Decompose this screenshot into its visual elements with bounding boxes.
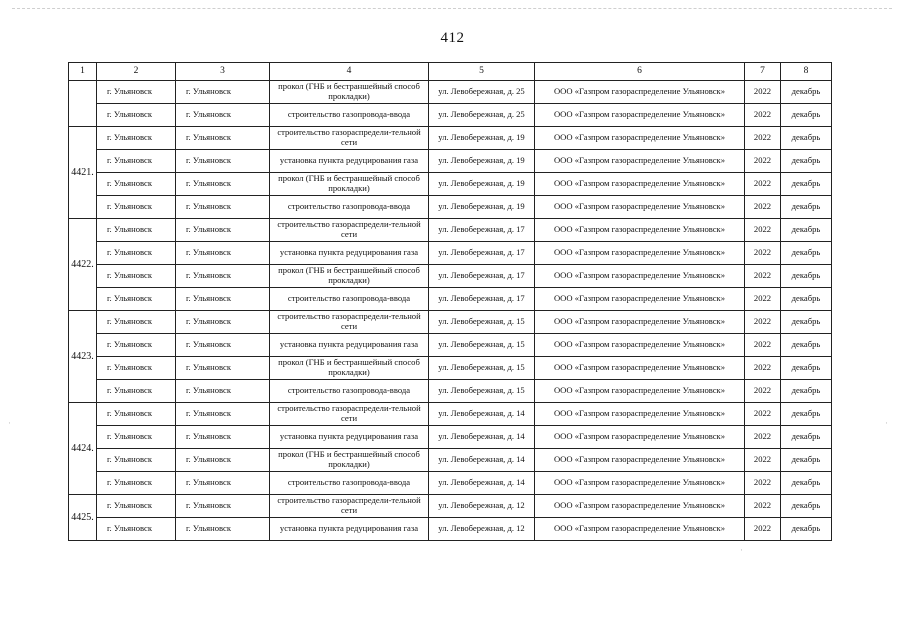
month-cell: декабрь <box>781 219 832 242</box>
city-cell: г. Ульяновск <box>97 449 176 472</box>
work-type-cell: установка пункта редуцирования газа <box>270 334 429 357</box>
address-cell: ул. Левобережная, д. 15 <box>429 311 535 334</box>
work-type-cell: строительство газопровода-ввода <box>270 380 429 403</box>
city-cell: г. Ульяновск <box>97 311 176 334</box>
organization-cell: ООО «Газпром газораспределение Ульяновск» <box>535 104 745 127</box>
work-type-cell: строительство газораспредели-тельной сети <box>270 495 429 518</box>
page-number: 412 <box>440 30 465 46</box>
locality-cell: г. Ульяновск <box>176 426 270 449</box>
address-cell: ул. Левобережная, д. 25 <box>429 81 535 104</box>
work-type-cell: прокол (ГНБ и бестраншейный способ прокладки) <box>270 265 429 288</box>
work-type-cell: установка пункта редуцирования газа <box>270 150 429 173</box>
organization-cell: ООО «Газпром газораспределение Ульяновск» <box>535 288 745 311</box>
work-type-cell: установка пункта редуцирования газа <box>270 518 429 541</box>
address-cell: ул. Левобережная, д. 17 <box>429 219 535 242</box>
locality-cell: г. Ульяновск <box>176 472 270 495</box>
year-cell: 2022 <box>745 380 781 403</box>
month-cell: декабрь <box>781 449 832 472</box>
organization-cell: ООО «Газпром газораспределение Ульяновск» <box>535 334 745 357</box>
locality-cell: г. Ульяновск <box>176 357 270 380</box>
city-cell: г. Ульяновск <box>97 495 176 518</box>
year-cell: 2022 <box>745 403 781 426</box>
table-row <box>69 81 832 104</box>
city-cell: г. Ульяновск <box>97 265 176 288</box>
city-cell: г. Ульяновск <box>97 196 176 219</box>
locality-cell: г. Ульяновск <box>176 81 270 104</box>
month-cell: декабрь <box>781 334 832 357</box>
year-cell: 2022 <box>745 242 781 265</box>
month-cell: декабрь <box>781 150 832 173</box>
column-header: 7 <box>745 63 781 81</box>
page-top-border <box>12 8 892 9</box>
table-row <box>69 219 832 242</box>
address-cell: ул. Левобережная, д. 19 <box>429 173 535 196</box>
month-cell: декабрь <box>781 173 832 196</box>
city-cell: г. Ульяновск <box>97 288 176 311</box>
work-type-cell: строительство газопровода-ввода <box>270 196 429 219</box>
column-header: 4 <box>270 63 429 81</box>
city-cell: г. Ульяновск <box>97 472 176 495</box>
scan-artifact: · <box>740 545 743 555</box>
organization-cell: ООО «Газпром газораспределение Ульяновск» <box>535 403 745 426</box>
city-cell: г. Ульяновск <box>97 426 176 449</box>
column-header: 6 <box>535 63 745 81</box>
year-cell: 2022 <box>745 219 781 242</box>
address-cell: ул. Левобережная, д. 14 <box>429 426 535 449</box>
city-cell: г. Ульяновск <box>97 81 176 104</box>
scan-artifact: · <box>885 418 888 428</box>
organization-cell: ООО «Газпром газораспределение Ульяновск» <box>535 196 745 219</box>
year-cell: 2022 <box>745 495 781 518</box>
organization-cell: ООО «Газпром газораспределение Ульяновск» <box>535 81 745 104</box>
organization-cell: ООО «Газпром газораспределение Ульяновск» <box>535 219 745 242</box>
work-type-cell: установка пункта редуцирования газа <box>270 242 429 265</box>
work-type-cell: строительство газораспредели-тельной сети <box>270 219 429 242</box>
month-cell: декабрь <box>781 472 832 495</box>
city-cell: г. Ульяновск <box>97 357 176 380</box>
locality-cell: г. Ульяновск <box>176 104 270 127</box>
locality-cell: г. Ульяновск <box>176 449 270 472</box>
address-cell: ул. Левобережная, д. 15 <box>429 334 535 357</box>
locality-cell: г. Ульяновск <box>176 127 270 150</box>
year-cell: 2022 <box>745 449 781 472</box>
city-cell: г. Ульяновск <box>97 380 176 403</box>
table-row <box>69 449 832 472</box>
address-cell: ул. Левобережная, д. 14 <box>429 403 535 426</box>
year-cell: 2022 <box>745 426 781 449</box>
city-cell: г. Ульяновск <box>97 242 176 265</box>
record-number-cell: 4423. <box>69 311 97 403</box>
month-cell: декабрь <box>781 81 832 104</box>
month-cell: декабрь <box>781 380 832 403</box>
organization-cell: ООО «Газпром газораспределение Ульяновск» <box>535 357 745 380</box>
organization-cell: ООО «Газпром газораспределение Ульяновск» <box>535 173 745 196</box>
month-cell: декабрь <box>781 357 832 380</box>
table-row <box>69 150 832 173</box>
record-number-cell: 4424. <box>69 403 97 495</box>
year-cell: 2022 <box>745 472 781 495</box>
work-type-cell: строительство газопровода-ввода <box>270 472 429 495</box>
table-row <box>69 495 832 518</box>
city-cell: г. Ульяновск <box>97 173 176 196</box>
city-cell: г. Ульяновск <box>97 104 176 127</box>
table-row <box>69 380 832 403</box>
address-cell: ул. Левобережная, д. 14 <box>429 472 535 495</box>
month-cell: декабрь <box>781 495 832 518</box>
table-header-row <box>69 63 832 81</box>
locality-cell: г. Ульяновск <box>176 288 270 311</box>
year-cell: 2022 <box>745 150 781 173</box>
city-cell: г. Ульяновск <box>97 127 176 150</box>
address-cell: ул. Левобережная, д. 19 <box>429 127 535 150</box>
table-row <box>69 127 832 150</box>
locality-cell: г. Ульяновск <box>176 311 270 334</box>
table-row <box>69 311 832 334</box>
year-cell: 2022 <box>745 104 781 127</box>
month-cell: декабрь <box>781 288 832 311</box>
month-cell: декабрь <box>781 104 832 127</box>
month-cell: декабрь <box>781 518 832 541</box>
city-cell: г. Ульяновск <box>97 219 176 242</box>
year-cell: 2022 <box>745 265 781 288</box>
year-cell: 2022 <box>745 311 781 334</box>
year-cell: 2022 <box>745 357 781 380</box>
work-type-cell: строительство газопровода-ввода <box>270 104 429 127</box>
address-cell: ул. Левобережная, д. 12 <box>429 495 535 518</box>
column-header: 2 <box>97 63 176 81</box>
year-cell: 2022 <box>745 518 781 541</box>
locality-cell: г. Ульяновск <box>176 403 270 426</box>
organization-cell: ООО «Газпром газораспределение Ульяновск» <box>535 426 745 449</box>
organization-cell: ООО «Газпром газораспределение Ульяновск» <box>535 472 745 495</box>
locality-cell: г. Ульяновск <box>176 380 270 403</box>
register-table <box>68 62 832 541</box>
table-row <box>69 518 832 541</box>
organization-cell: ООО «Газпром газораспределение Ульяновск» <box>535 518 745 541</box>
table-row <box>69 403 832 426</box>
locality-cell: г. Ульяновск <box>176 334 270 357</box>
address-cell: ул. Левобережная, д. 17 <box>429 288 535 311</box>
address-cell: ул. Левобережная, д. 19 <box>429 196 535 219</box>
address-cell: ул. Левобережная, д. 12 <box>429 518 535 541</box>
work-type-cell: строительство газораспредели-тельной сети <box>270 311 429 334</box>
table-row <box>69 196 832 219</box>
month-cell: декабрь <box>781 403 832 426</box>
locality-cell: г. Ульяновск <box>176 495 270 518</box>
scan-artifact: · <box>8 418 11 428</box>
organization-cell: ООО «Газпром газораспределение Ульяновск» <box>535 449 745 472</box>
record-number-cell <box>69 81 97 127</box>
locality-cell: г. Ульяновск <box>176 518 270 541</box>
locality-cell: г. Ульяновск <box>176 173 270 196</box>
year-cell: 2022 <box>745 81 781 104</box>
locality-cell: г. Ульяновск <box>176 242 270 265</box>
table-row <box>69 104 832 127</box>
record-number-cell: 4422. <box>69 219 97 311</box>
table-row <box>69 357 832 380</box>
column-header: 3 <box>176 63 270 81</box>
locality-cell: г. Ульяновск <box>176 219 270 242</box>
table-row <box>69 334 832 357</box>
year-cell: 2022 <box>745 288 781 311</box>
organization-cell: ООО «Газпром газораспределение Ульяновск» <box>535 127 745 150</box>
work-type-cell: прокол (ГНБ и бестраншейный способ прокладки) <box>270 173 429 196</box>
work-type-cell: прокол (ГНБ и бестраншейный способ прокладки) <box>270 81 429 104</box>
address-cell: ул. Левобережная, д. 19 <box>429 150 535 173</box>
year-cell: 2022 <box>745 173 781 196</box>
city-cell: г. Ульяновск <box>97 334 176 357</box>
work-type-cell: строительство газопровода-ввода <box>270 288 429 311</box>
month-cell: декабрь <box>781 265 832 288</box>
city-cell: г. Ульяновск <box>97 150 176 173</box>
locality-cell: г. Ульяновск <box>176 196 270 219</box>
city-cell: г. Ульяновск <box>97 403 176 426</box>
work-type-cell: строительство газораспредели-тельной сети <box>270 403 429 426</box>
locality-cell: г. Ульяновск <box>176 265 270 288</box>
address-cell: ул. Левобережная, д. 17 <box>429 242 535 265</box>
organization-cell: ООО «Газпром газораспределение Ульяновск» <box>535 380 745 403</box>
organization-cell: ООО «Газпром газораспределение Ульяновск» <box>535 495 745 518</box>
address-cell: ул. Левобережная, д. 17 <box>429 265 535 288</box>
column-header: 1 <box>69 63 97 81</box>
table-row <box>69 426 832 449</box>
record-number-cell: 4421. <box>69 127 97 219</box>
month-cell: декабрь <box>781 311 832 334</box>
work-type-cell: установка пункта редуцирования газа <box>270 426 429 449</box>
column-header: 5 <box>429 63 535 81</box>
year-cell: 2022 <box>745 127 781 150</box>
work-type-cell: прокол (ГНБ и бестраншейный способ прокладки) <box>270 449 429 472</box>
organization-cell: ООО «Газпром газораспределение Ульяновск» <box>535 242 745 265</box>
city-cell: г. Ульяновск <box>97 518 176 541</box>
year-cell: 2022 <box>745 196 781 219</box>
locality-cell: г. Ульяновск <box>176 150 270 173</box>
work-type-cell: строительство газораспредели-тельной сети <box>270 127 429 150</box>
organization-cell: ООО «Газпром газораспределение Ульяновск» <box>535 265 745 288</box>
table-row <box>69 265 832 288</box>
organization-cell: ООО «Газпром газораспределение Ульяновск» <box>535 311 745 334</box>
table-row <box>69 472 832 495</box>
month-cell: декабрь <box>781 242 832 265</box>
address-cell: ул. Левобережная, д. 25 <box>429 104 535 127</box>
month-cell: декабрь <box>781 426 832 449</box>
month-cell: декабрь <box>781 127 832 150</box>
work-type-cell: прокол (ГНБ и бестраншейный способ прокладки) <box>270 357 429 380</box>
address-cell: ул. Левобережная, д. 15 <box>429 357 535 380</box>
table-row <box>69 242 832 265</box>
month-cell: декабрь <box>781 196 832 219</box>
table-row <box>69 173 832 196</box>
column-header: 8 <box>781 63 832 81</box>
organization-cell: ООО «Газпром газораспределение Ульяновск» <box>535 150 745 173</box>
year-cell: 2022 <box>745 334 781 357</box>
address-cell: ул. Левобережная, д. 15 <box>429 380 535 403</box>
record-number-cell: 4425. <box>69 495 97 541</box>
table-row <box>69 288 832 311</box>
address-cell: ул. Левобережная, д. 14 <box>429 449 535 472</box>
